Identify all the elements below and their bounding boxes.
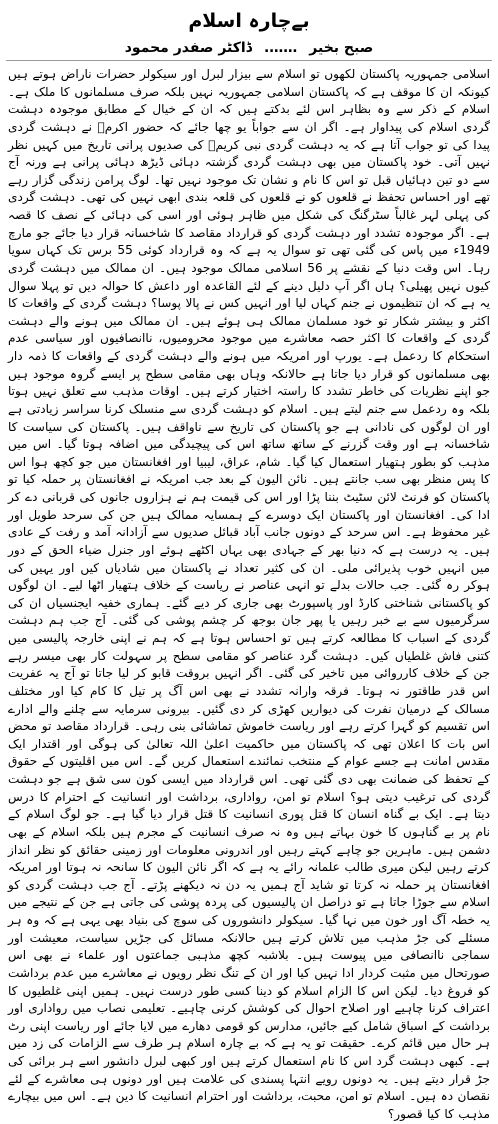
article-body: اسلامی جمہوریہ پاکستان لکھوں تو اسلام سے بیزار لبرل اور سیکولر حضرات ناراض ہوتے ہیں کیونکہ ان کا موقف ہے کہ پاکستان اسلامی جمہوریہ نہیں بلکہ صرف مسلمانوں کا ملک ہے۔ اسلام کے ذکر سے وہ بظاہر اس لئے بدکتے ہیں کہ ان کے خیال کے مطابق موجودہ دہشت گردی اسلام کی پیداوار ہے۔ اگر ان سے جواباً یو چھا جائے کہ حضور اکرمؐ نے دہشت گردی پیدا کی تو جواب آتا ہے کہ یہ دہشت گردی نبی کریمؐ کی صدیوں پرانی تاریخ میں کہیں نظر نہیں آتی۔ خود پاکستان میں بھی دہشت گردی گزشتہ دہائی ڈیڑھ دہائی پرانی ہے ورنہ آج سے دو تین دہائیاں قبل تو اس کا نام و نشان تک موجود نہیں تھا۔ لوگ پرامن زندگی گزار رہے تھے اور احساس تحفظ نے قلعوں کو نے قلعوں کی قلعہ بندی ابھی نہیں کی تھی۔ دہشت گردی کی پہلی لہر غالباً سٹرگنگ کی شکل میں ظاہر ہوئی اور اسی کی دہائی کے نصف کا قصہ ہے۔ اگر موجودہ تشدد اور دہشت گردی کو قرارداد مقاصد کا شاخسانہ قرار دیا جائے جو مارچ 1949ء میں پاس کی گئی تھی تو سوال یہ ہے کہ وہ قرارداد کوئی 55 برس تک کہاں سویا رہا۔ اس وقت دنیا کے نقشے پر 56 اسلامی ممالک موجود ہیں۔ ان ممالک میں دہشت گردی کیوں نہیں پھیلی؟ ہاں اگر آپ دلیل دینے کے لئے القاعدہ اور داعش کا حوالہ دیں تو پہلا سوال یہ ہے کہ ان تنظیموں نے جنم کہاں لیا اور انہیں کس نے پالا پوسا؟ دہشت گردی کے واقعات کا اکثر و بیشتر شکار تو خود مسلمان ممالک ہی ہوئے ہیں۔ ان ممالک میں ہونے والے دہشت گردی کے واقعات کا اکثر حصہ معاشرے میں موجود محرومیوں، ناانصافیوں اور سیاسی عدم استحکام کا ردعمل ہے۔ یورپ اور امریکہ میں ہونے والے دہشت گردی کے واقعات کا ذمہ دار بھی مسلمانوں کو قرار دیا جاتا ہے حالانکہ وہاں بھی مقامی سطح پر ایسے گروہ موجود ہیں جو اپنے نظریات کی خاطر تشدد کا راستہ اختیار کرتے ہیں۔ اوقات مذہب سے تعلق نہیں ہوتا بلکہ وہ ردعمل سے جنم لیتے ہیں۔ اسلام کو دہشت گردی سے منسلک کرنا سراسر زیادتی ہے اور ان لوگوں کی نادانی ہے جو پاکستان کی تاریخ سے ناواقف ہیں۔ پاکستان کی سیاست کا شاخسانہ ہے اور وقت گزرنے کے ساتھ ساتھ اس کی پیچیدگی میں اضافہ ہوتا گیا۔ اس میں مذہب کو بطور ہتھیار استعمال کیا گیا۔ شام، عراق، لیبیا اور افغانستان میں جو کچھ ہوا اس کا پس منظر بھی سب جانتے ہیں۔ نائن الیون کے بعد جب امریکہ نے افغانستان پر حملہ کیا تو پاکستان کو فرنٹ لائن سٹیٹ بننا پڑا اور اس کی قیمت ہم نے ہزاروں جانوں کی قربانی دے کر ادا کی۔ افغانستان اور پاکستان ایک دوسرے کے ہمسایہ ممالک ہیں جن کی سرحد طویل اور غیر محفوظ ہے۔ اس سرحد کے دونوں جانب آباد قبائل صدیوں سے آزادانہ آمد و رفت کے عادی ہیں۔ یہ درست ہے کہ دنیا بھر کے جہادی بھی یہاں اکٹھے ہوئے اور جنرل ضیاء الحق کے دور میں انہیں خوب پذیرائی ملی۔ ان کی کثیر تعداد نے پاکستان میں شادیاں کیں اور یہیں کی ہوکر رہ گئی۔ جب حالات بدلے تو انہی عناصر نے ریاست کے خلاف ہتھیار اٹھا لیے۔ ان لوگوں کو پاکستانی شناختی کارڈ اور پاسپورٹ بھی جاری کر دیے گئے۔ ہماری خفیہ ایجنسیاں ان کی سرگرمیوں سے بے خبر رہیں یا پھر جان بوجھ کر چشم پوشی کی گئی۔ آج جب ہم دہشت گردی کے اسباب کا مطالعہ کرتے ہیں تو احساس ہوتا ہے کہ ہم نے اپنی خارجہ پالیسی میں کتنی فاش غلطیاں کیں۔ دہشت گرد عناصر کو مقامی سطح پر سہولت کار بھی میسر رہے جن کے خلاف کارروائی میں تاخیر کی گئی۔ اگر انہیں بروقت قابو کر لیا جاتا تو آج یہ عفریت اس قدر طاقتور نہ ہوتا۔ فرقہ وارانہ تشدد نے بھی اس آگ پر تیل کا کام کیا اور مختلف مسالک کے درمیان نفرت کی دیواریں کھڑی کر دی گئیں۔ بیرونی سرمایہ سے چلنے والے ادارے اس تقسیم کو گہرا کرتے رہے اور ریاست خاموش تماشائی بنی رہی۔ قرارداد مقاصد تو محض اس بات کا اعلان تھی کہ پاکستان میں حاکمیت اعلیٰ اللہ تعالیٰ کی ہوگی اور اقتدار ایک مقدس امانت ہے جسے عوام کے منتخب نمائندے استعمال کریں گے۔ اس میں اقلیتوں کے حقوق کے تحفظ کی ضمانت بھی دی گئی تھی۔ اس قرارداد میں ایسی کون سی شق ہے جو دہشت گردی کی ترغیب دیتی ہو؟ اسلام تو امن، رواداری، برداشت اور انسانیت کے احترام کا درس دیتا ہے۔ ایک بے گناہ انسان کا قتل پوری انسانیت کا قتل قرار دیا گیا ہے۔ جو لوگ اسلام کے نام پر بے گناہوں کا خون بہاتے ہیں وہ نہ صرف انسانیت کے مجرم ہیں بلکہ اسلام کے بھی دشمن ہیں۔ ماہرین جو چاہے کہتے رہیں اور اندرونی معلومات اور زمینی حقائق کو نظر انداز کرتے رہیں لیکن میری طالب علمانہ رائے یہ ہے کہ اگر نائن الیون کا سانحہ نہ ہوتا اور امریکہ افغانستان پر حملہ نہ کرتا تو شاید آج ہمیں یہ دن نہ دیکھنے پڑتے۔ آج جب دہشت گردی کو اسلام سے جوڑا جاتا ہے تو دراصل ان پالیسیوں کی پردہ پوشی کی جاتی ہے جن کے نتیجے میں یہ خطہ آگ اور خون میں نہا گیا۔ سیکولر دانشوروں کی سوچ کی بنیاد بھی یہی ہے کہ وہ ہر مسئلے کی جڑ مذہب میں تلاش کرتے ہیں حالانکہ مسائل کی جڑیں سیاست، معیشت اور سماجی ناانصافی میں پیوست ہیں۔ بلاشبہ کچھ مذہبی جماعتوں اور علماء نے بھی اس صورتحال میں مثبت کردار ادا نہیں کیا اور ان کے تنگ نظر رویوں نے معاشرے میں عدم برداشت کو فروغ دیا۔ لیکن اس کا الزام اسلام کو دینا کسی طور درست نہیں۔ ہمیں اپنی غلطیوں کا اعتراف کرنا چاہیے اور اصلاح احوال کی کوشش کرنی چاہیے۔ تعلیمی نصاب میں رواداری اور برداشت کے اسباق شامل کیے جائیں، مدارس کو قومی دھارے میں لایا جائے اور ریاست اپنی رٹ ہر حال میں قائم کرے۔ حقیقت تو یہ ہے کہ بے چارہ اسلام ہر طرف سے الزامات کی زد میں ہے۔ کبھی دہشت گرد اس کا نام استعمال کرتے ہیں اور کبھی لبرل دانشور اسے ہر برائی کی جڑ قرار دیتے ہیں۔ یہ دونوں رویے انتہا پسندی کی علامت ہیں اور دونوں ہی معاشرے کے لئے نقصان دہ ہیں۔ اسلام تو امن، محبت، برداشت اور احترام انسانیت کا دین ہے۔ اس میں بیچارے مذہب کا کیا قصور؟ (8, 67, 490, 1121)
article-title: بےچارہ اسلام (188, 10, 310, 32)
byline-ellipsis: ……. (263, 40, 298, 56)
column-name: صبح بخیر (309, 40, 374, 56)
byline (0, 38, 498, 58)
header-divider (6, 60, 492, 61)
author-name: ڈاکٹر صفدر محمود (124, 40, 252, 56)
